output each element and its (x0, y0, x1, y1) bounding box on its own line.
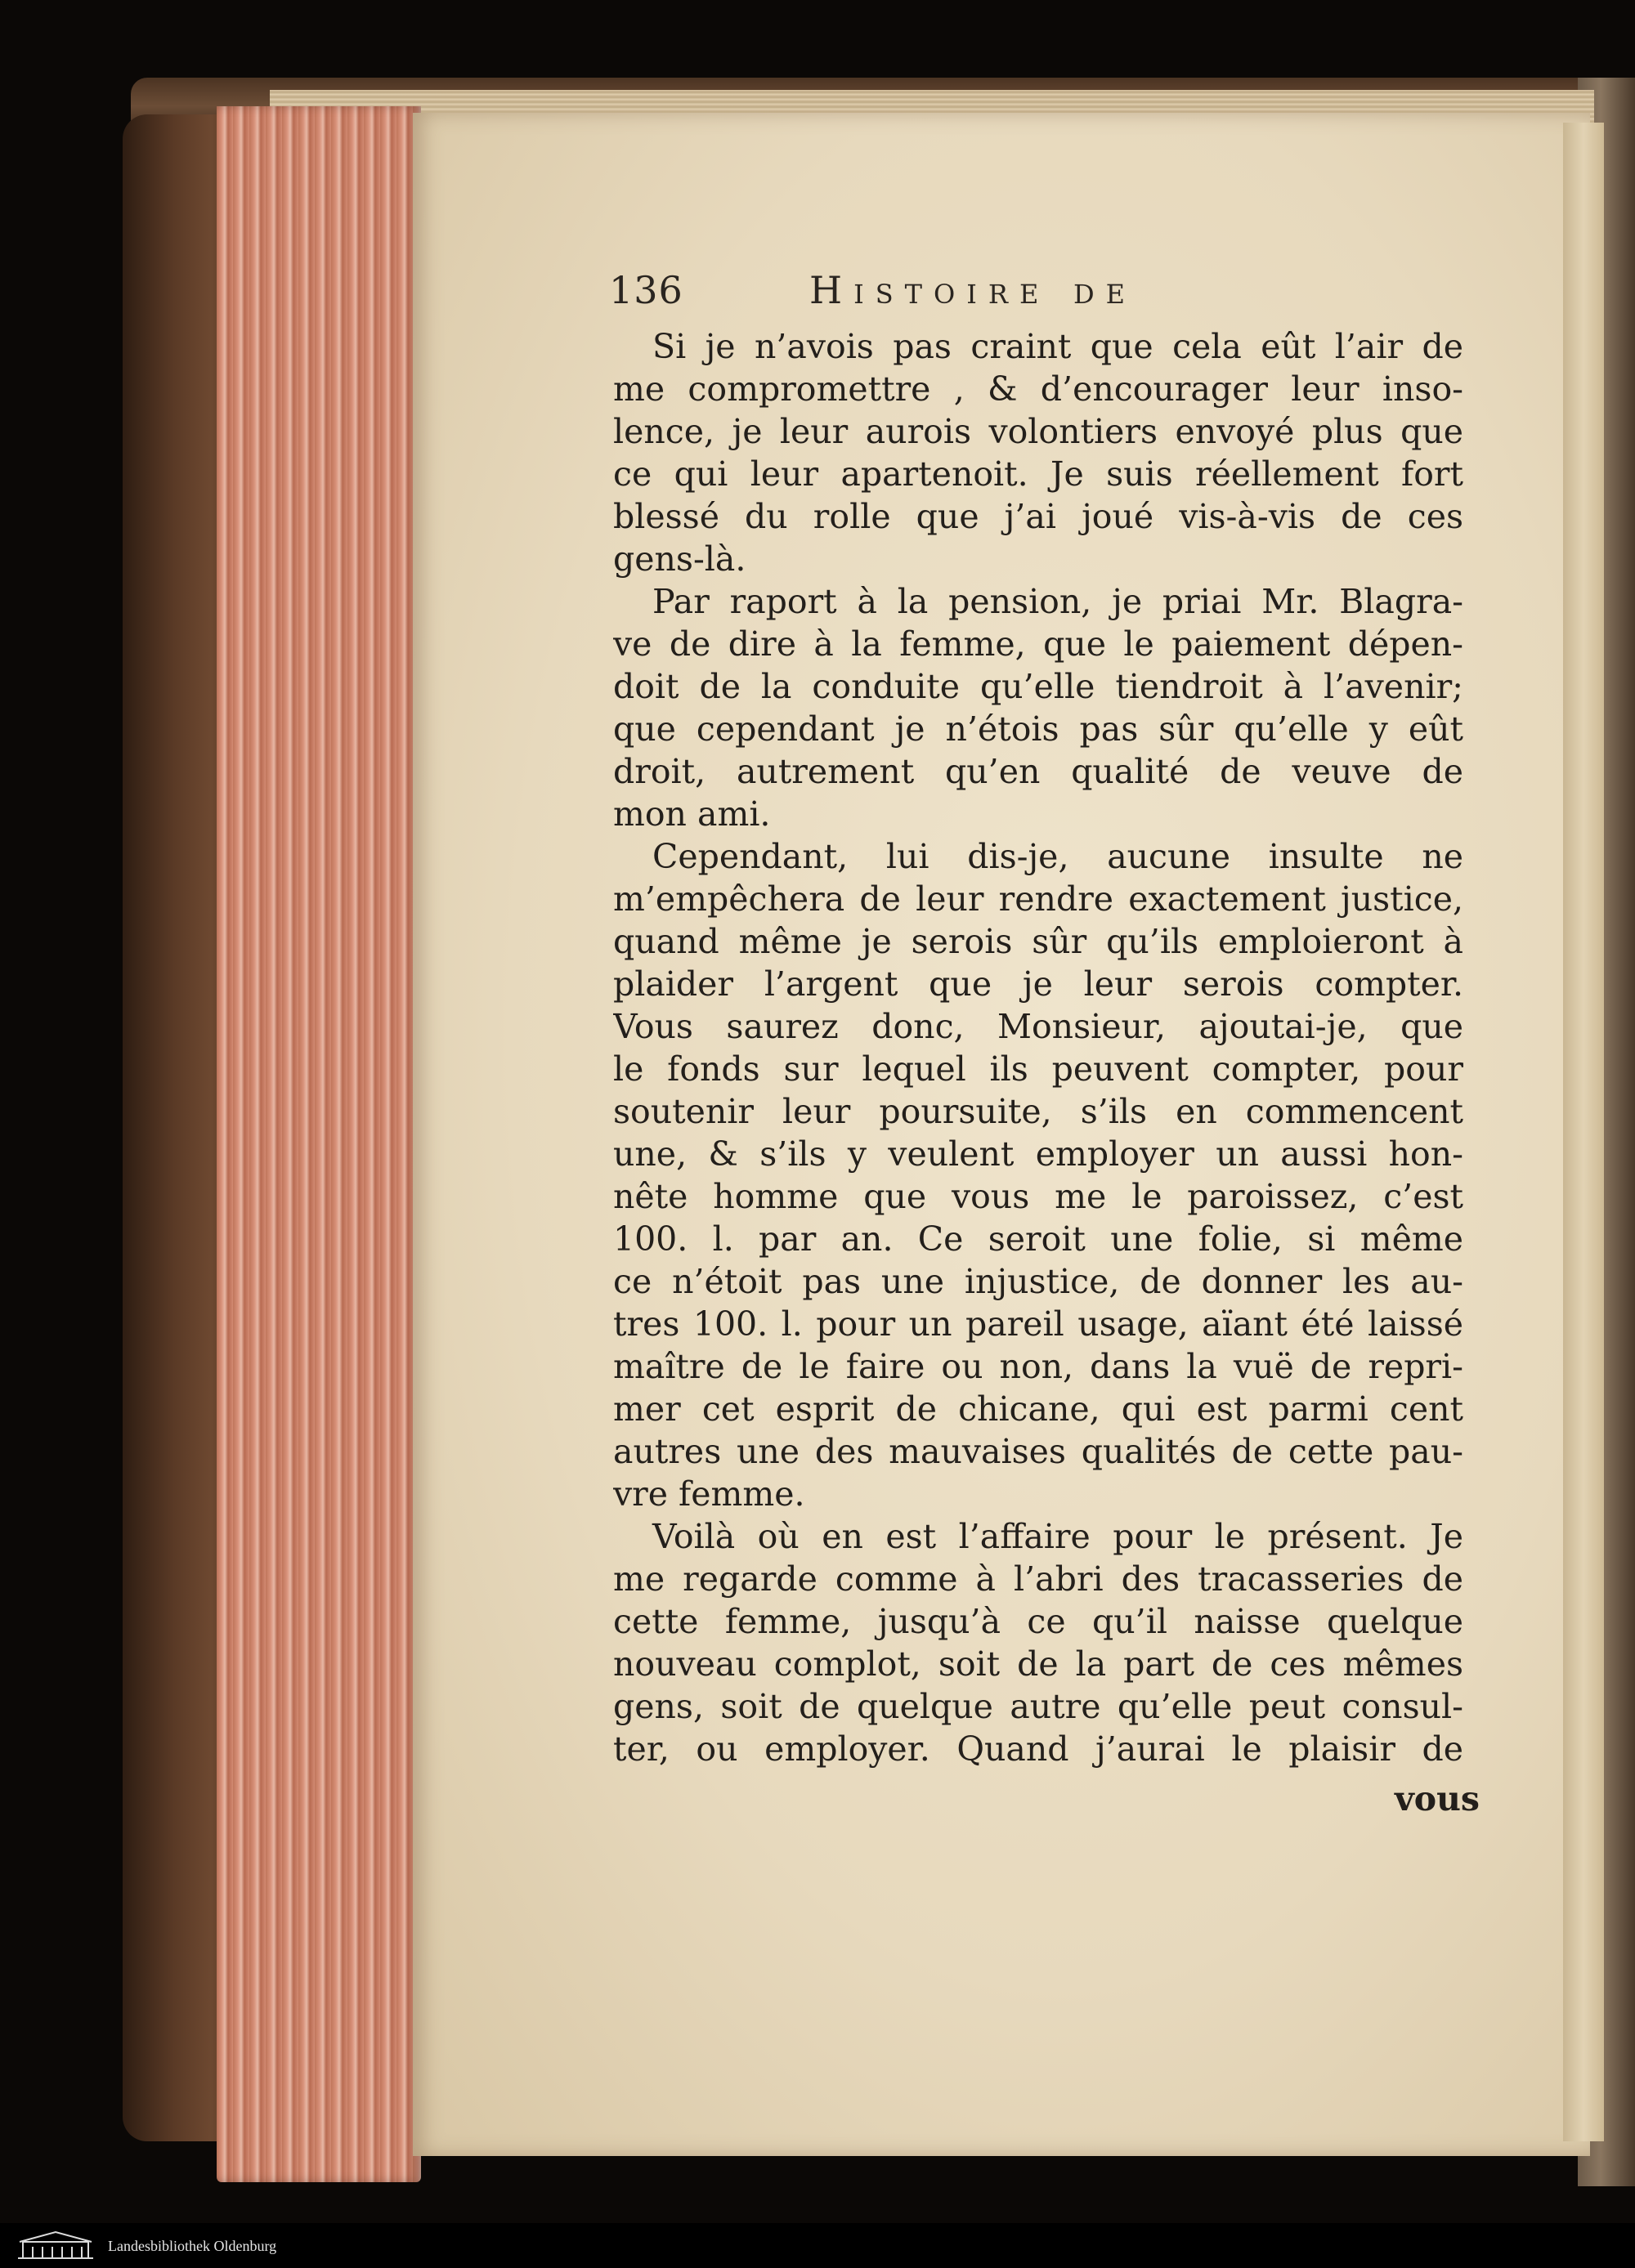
text-line: mon ami. (613, 794, 771, 834)
text-line: cette femme, jusqu’à ce qu’il naisse quelque (613, 1602, 1463, 1641)
text-line: me compromettre , & d’encourager leur inso- (613, 369, 1463, 409)
text-line: Cependant, lui dis-je, aucune insulte ne (652, 837, 1463, 876)
text-line: droit, autrement qu’en qualité de veuve de (613, 752, 1463, 791)
text-line: Si je n’avois pas craint que cela eût l’air de (652, 327, 1463, 366)
text-line: plaider l’argent que je leur serois compter. (613, 964, 1463, 1004)
text-line: mer cet esprit de chicane, qui est parmi cent (613, 1389, 1463, 1429)
text-line: Vous saurez donc, Monsieur, ajoutai-je, que (613, 1007, 1463, 1046)
text-line: soutenir leur poursuite, s’ils en commencent (613, 1092, 1463, 1131)
text-line: nouveau complot, soit de la part de ces mêmes (613, 1644, 1463, 1684)
text-line: blessé du rolle que j’ai joué vis-à-vis de ces (613, 497, 1463, 536)
text-line: autres une des mauvaises qualités de cette pau- (613, 1432, 1463, 1471)
library-building-icon (15, 2229, 96, 2261)
text-line: le fonds sur lequel ils peuvent compter, pour (613, 1049, 1463, 1089)
text-line: 100. l. par an. Ce seroit une folie, si même (613, 1219, 1463, 1259)
page-header (609, 266, 1476, 315)
text-line: nête homme que vous me le paroissez, c’est (613, 1177, 1463, 1216)
catchword: vous (1394, 1779, 1480, 1818)
page-number: 136 (609, 268, 683, 312)
facing-page-edge (1563, 123, 1604, 2141)
library-name: Landesbibliothek Oldenburg (108, 2238, 277, 2254)
text-line: gens-là. (613, 539, 746, 579)
text-line: ce qui leur apartenoit. Je suis réellement fort (613, 454, 1463, 494)
running-title: Histoire de (809, 268, 1136, 312)
text-line: tres 100. l. pour un pareil usage, aïant été laissé (613, 1304, 1463, 1344)
text-line: que cependant je n’étois pas sûr qu’elle y eût (613, 709, 1463, 749)
text-line: Par raport à la pension, je priai Mr. Blagra- (652, 582, 1463, 621)
text-line: me regarde comme à l’abri des tracasseries de (613, 1559, 1463, 1599)
text-line: gens, soit de quelque autre qu’elle peut consul- (613, 1687, 1463, 1726)
text-line: m’empêchera de leur rendre exactement justice, (613, 879, 1463, 919)
text-line: vre femme. (613, 1474, 805, 1514)
text-line: ter, ou employer. Quand j’aurai le plaisir de (613, 1729, 1463, 1769)
text-line: ve de dire à la femme, que le paiement dépen- (613, 624, 1463, 664)
red-page-edges (217, 106, 421, 2182)
page-text (613, 325, 1463, 1770)
text-line: Voilà où en est l’affaire pour le présent. Je (652, 1517, 1463, 1556)
text-line: doit de la conduite qu’elle tiendroit à l’avenir; (613, 667, 1463, 706)
text-line: lence, je leur aurois volontiers envoyé plus que (613, 412, 1463, 451)
text-line: quand même je serois sûr qu’ils emploieront à (613, 922, 1463, 961)
text-line: ce n’étoit pas une injustice, de donner les au- (613, 1262, 1463, 1301)
text-line: maître de le faire ou non, dans la vuë de repri- (613, 1347, 1463, 1386)
text-line: une, & s’ils y veulent employer un aussi hon- (613, 1134, 1463, 1174)
